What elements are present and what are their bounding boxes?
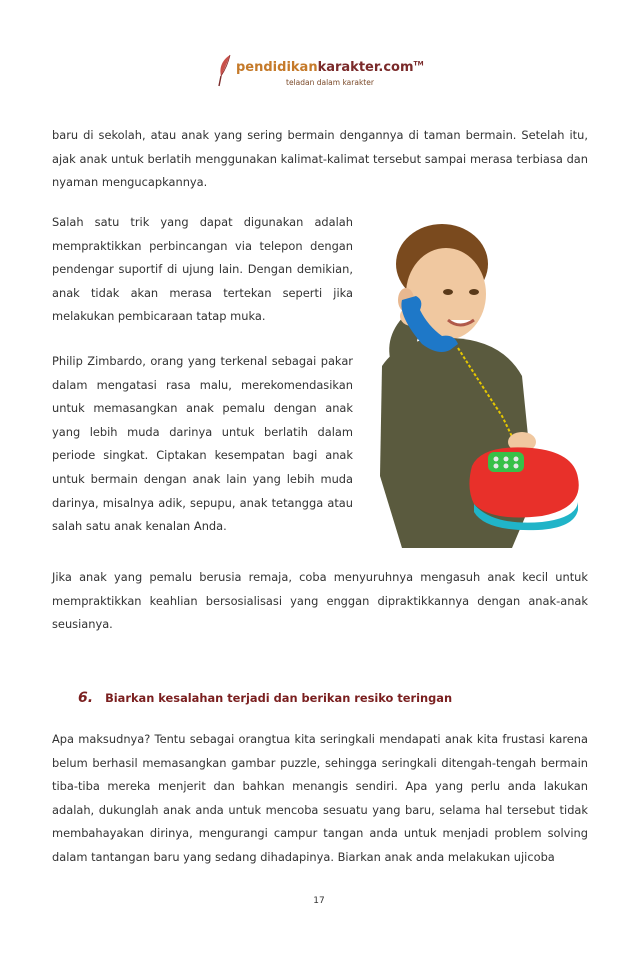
logo-name-part1: pendidikan <box>236 60 318 75</box>
logo-name-part2: karakter.com <box>317 60 414 75</box>
site-logo <box>216 54 436 94</box>
page-number: 17 <box>313 896 325 906</box>
logo-wordmark <box>236 60 424 75</box>
logo-tagline: teladan dalam karakter <box>286 78 374 87</box>
paragraph-1: baru di sekolah, atau anak yang sering bermain dengannya di taman bermain. Setelah itu, ajak anak untuk berlatih menggunakan kalimat-kalimat tersebut sampai merasa terbiasa dan nyaman mengucapkannya. <box>52 128 588 190</box>
section-number: 6. <box>78 690 94 706</box>
child-on-telephone-photo <box>362 216 588 548</box>
paragraph-3: Philip Zimbardo, orang yang terkenal sebagai pakar dalam mengatasi rasa malu, merekomendasikan untuk memasangkan anak pemalu dengan anak yang lebih muda darinya untuk berlatih dalam periode singkat. Ciptakan kesempatan bagi anak untuk bermain dengan anak lain yang lebih muda darinya, misalnya adik, sepupu, anak tetangga atau salah satu anak kenalan Anda. <box>52 354 353 534</box>
paragraph-2: Salah satu trik yang dapat digunakan adalah mempraktikkan perbincangan via telepon dengan pendengar suportif di ujung lain. Dengan demikian, anak tidak akan merasa tertekan seperti jika melakukan pembicaraan tatap muka. <box>52 215 353 324</box>
section-title: Biarkan kesalahan terjadi dan berikan resiko teringan <box>105 691 453 705</box>
paragraph-4: Jika anak yang pemalu berusia remaja, coba menyuruhnya mengasuh anak kecil untuk mempraktikkan keahlian bersosialisasi yang enggan dipraktikkannya dengan anak-anak seusianya. <box>52 570 588 632</box>
logo-trademark: TM <box>413 60 424 68</box>
section-heading <box>78 690 452 706</box>
feather-quill-icon <box>216 54 234 88</box>
paragraph-5: Apa maksudnya? Tentu sebagai orangtua kita seringkali mendapati anak kita frustasi karena belum berhasil memasangkan gambar puzzle, sehingga seringkali ditengah-tengah bermain tiba-tiba mereka menjerit dan bahkan menangis sendiri. Apa yang perlu anda lakukan adalah, dukunglah anak anda untuk mencoba sesuatu yang baru, selama hal tersebut tidak membahayakan dirinya, mengurangi campur tangan anda untuk menjadi problem solving dalam tantangan baru yang sedang dihadapinya. Biarkan anak anda melakukan ujicoba <box>52 732 588 864</box>
